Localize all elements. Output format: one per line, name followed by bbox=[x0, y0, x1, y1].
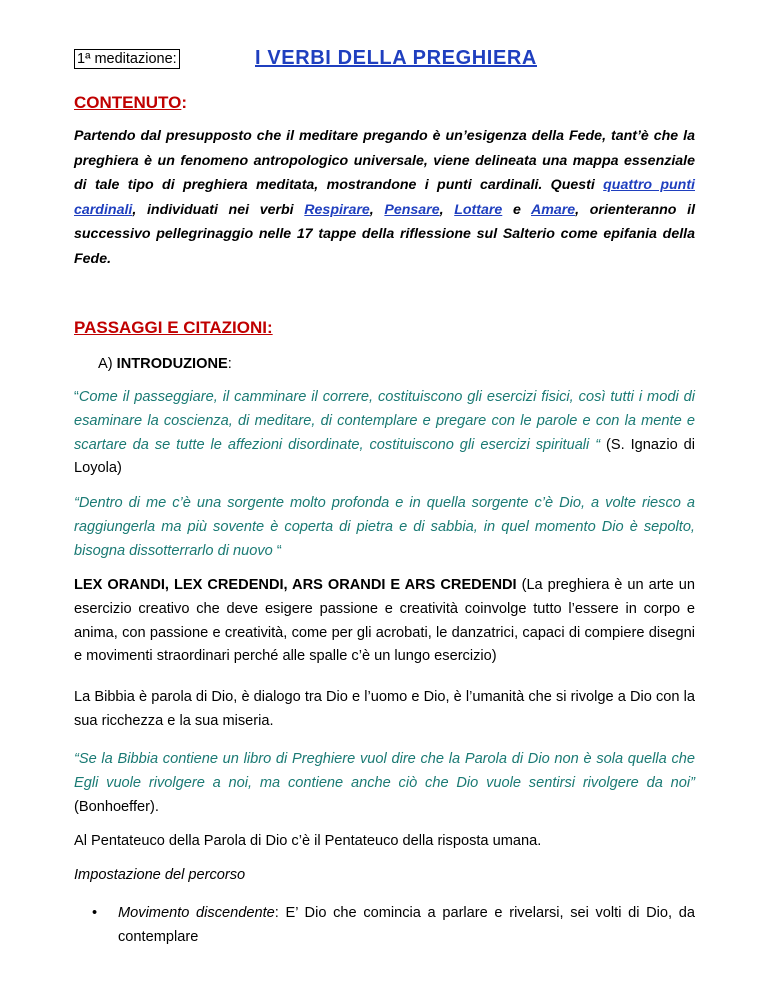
separator-2: , bbox=[439, 201, 455, 218]
bullet-term: Movimento discendente bbox=[118, 905, 275, 921]
quote-sorgente-close: “ bbox=[272, 542, 282, 559]
quote-sorgente bbox=[74, 492, 695, 563]
bullet-icon: • bbox=[92, 905, 98, 921]
meditation-label: 1ª meditazione: bbox=[74, 49, 180, 69]
contenuto-heading bbox=[74, 93, 187, 113]
quote-ignazio bbox=[74, 386, 695, 481]
bullet-description: : E’ Dio che comincia a parlare e rivelarsi, sei volti di Dio, da contemplare bbox=[118, 905, 695, 945]
impostazione-label: Impostazione del percorso bbox=[74, 867, 246, 883]
lex-orandi-paragraph bbox=[74, 574, 695, 669]
lex-orandi-heading: LEX ORANDI, LEX CREDENDI, ARS ORANDI E ARS CREDENDI bbox=[74, 577, 517, 593]
document-title: I VERBI DELLA PREGHIERA bbox=[255, 47, 537, 69]
introduzione-subheading bbox=[98, 356, 232, 372]
passaggi-heading: PASSAGGI E CITAZIONI: bbox=[74, 318, 273, 337]
lex-orandi-text: (La preghiera è un arte un esercizio creativo che deve esigere passione e creatività coinvolge tutto l’essere in corpo e anima, con passione e creatività, come per gli acrobati, le danzatrici, capaci di compiere disegni e movimenti straordinari perché alle spalle c’è un lungo esercizio) bbox=[74, 577, 695, 665]
contenuto-text-3: , orienteranno il successivo pellegrinaggio nelle 17 tappe della riflessione sul Salterio come epifania della Fede. bbox=[74, 201, 696, 267]
quote-bonhoeffer-text: “Se la Bibbia contiene un libro di Preghiere vuol dire che la Parola di Dio non è sola quella che Egli vuole rivolgere a noi, ma contiene anche ciò che Dio vuole sentirsi rivolgere da noi” bbox=[74, 751, 695, 791]
bullet-movimento-discendente bbox=[92, 902, 695, 950]
conjunction: e bbox=[502, 201, 531, 218]
introduzione-colon: : bbox=[227, 356, 232, 372]
bullet-text bbox=[118, 902, 695, 950]
quote-bonhoeffer bbox=[74, 748, 695, 819]
separator-1: , bbox=[369, 201, 385, 218]
contenuto-paragraph bbox=[74, 124, 695, 271]
link-lottare[interactable]: Lottare bbox=[454, 201, 503, 218]
pentateuco-paragraph: Al Pentateuco della Parola di Dio c’è il Pentateuco della risposta umana. bbox=[74, 833, 542, 849]
quote-ignazio-open: “ bbox=[74, 389, 79, 405]
document-header bbox=[74, 47, 695, 75]
contenuto-text-2: , individuati nei verbi bbox=[132, 201, 305, 218]
contenuto-text-1: Partendo dal presupposto che il meditare pregando è un’esigenza della Fede, tant’è che la preghiera è un fenomeno antropologico universale, viene delineata una mappa essenziale di tale tipo di preghiera meditata, mostrandone i punti cardinali. Questi bbox=[74, 128, 695, 193]
contenuto-heading-colon: : bbox=[181, 93, 188, 112]
link-respirare[interactable]: Respirare bbox=[304, 201, 370, 218]
introduzione-label: INTRODUZIONE bbox=[116, 356, 228, 372]
link-amare[interactable]: Amare bbox=[530, 201, 576, 218]
quote-ignazio-source: (S. Ignazio di Loyola) bbox=[74, 436, 695, 477]
sub-marker: A) bbox=[98, 356, 113, 372]
contenuto-heading-text: CONTENUTO bbox=[74, 93, 182, 112]
bibbia-paragraph: La Bibbia è parola di Dio, è dialogo tra Dio e l’uomo e Dio, è l’umanità che si rivolge a Dio con la sua ricchezza e la sua miseria. bbox=[74, 689, 695, 729]
link-pensare[interactable]: Pensare bbox=[384, 201, 440, 218]
quote-sorgente-text: “Dentro di me c’è una sorgente molto profonda e in quella sorgente c’è Dio, a volte riesco a raggiungerla ma più sovente è coperta di pietra e di sabbia, in quel momento Dio è sepolto, bisogna dissotterrarlo di nuovo bbox=[74, 495, 695, 559]
link-quattro-punti-cardinali[interactable]: quattro punti cardinali bbox=[74, 177, 695, 218]
quote-bonhoeffer-source: (Bonhoeffer). bbox=[74, 798, 159, 815]
quote-ignazio-text: Come il passeggiare, il camminare il correre, costituiscono gli esercizi fisici, così tutti i modi di esaminare la coscienza, di meditare, di contemplare e pregare con le parole e con la mente e scartare da se tutte le affezioni disordinate, costituiscono gli esercizi spirituali “ bbox=[74, 389, 695, 453]
